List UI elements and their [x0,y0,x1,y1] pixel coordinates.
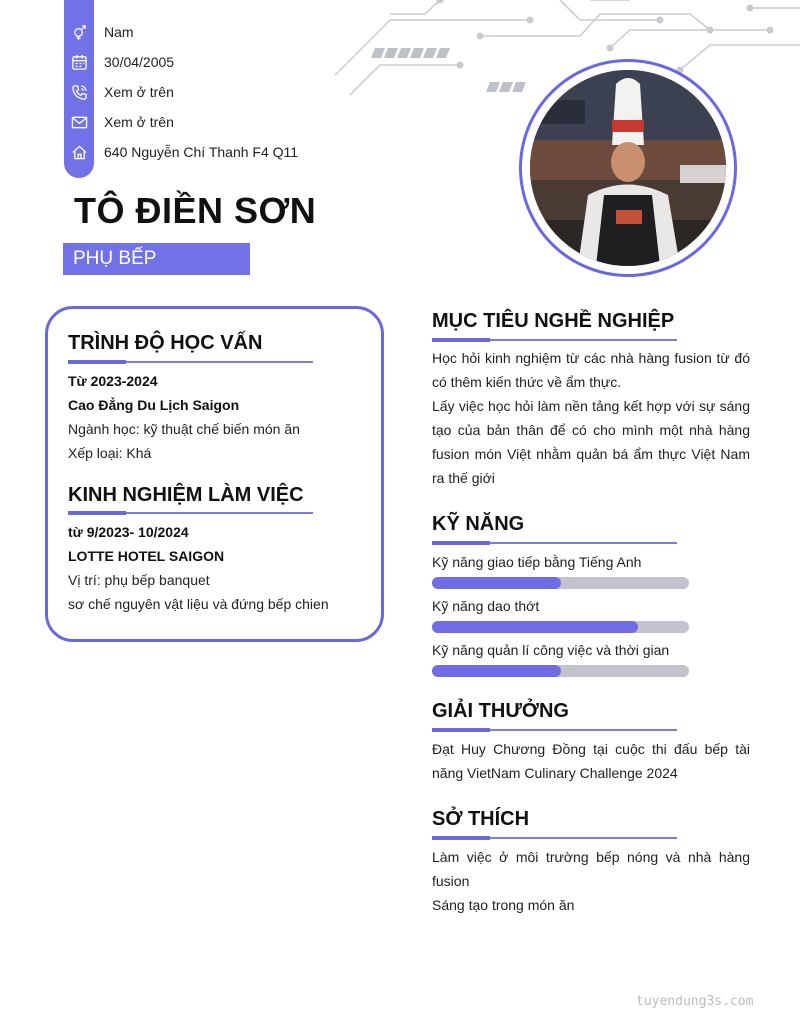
experience-title: KINH NGHIỆM LÀM VIỆC [68,484,304,506]
experience-underline [68,512,313,514]
skills-underline [432,542,677,544]
avatar [530,70,726,266]
awards-title: GIẢI THƯỞNG [432,700,569,722]
objective-paragraph-1: Học hỏi kinh nghiệm từ các nhà hàng fusion từ đó có thêm kiến thức về ẩm thực. [432,350,750,390]
skill-label: Kỹ năng giao tiếp bằng Tiếng Anh [432,554,642,570]
education-underline [68,361,313,363]
experience-position: Vị trí: phụ bếp banquet [68,572,210,588]
education-period: Từ 2023-2024 [68,373,158,389]
gender-icon [64,24,94,41]
objective-underline [432,339,677,341]
skill-bar-fill [432,577,561,589]
skill-label: Kỹ năng dao thớt [432,598,540,614]
skill-bar [432,577,689,589]
skill-label: Kỹ năng quản lí công việc và thời gian [432,642,670,658]
email-text: Xem ở trên [104,114,174,130]
skill-bar-fill [432,621,638,633]
skill-bar [432,621,689,633]
info-address [64,137,298,167]
phone-icon [64,84,94,101]
skills-title: KỸ NĂNG [432,513,525,535]
role-text: PHỤ BẾP [73,248,157,269]
education-grade: Xếp loại: Khá [68,445,152,461]
experience-description: sơ chế nguyên vật liệu và đứng bếp chien [68,596,329,612]
education-title: TRÌNH ĐỘ HỌC VẤN [68,332,263,354]
skill-bar-fill [432,665,561,677]
hobbies-underline [432,837,677,839]
address-text: 640 Nguyễn Chí Thanh F4 Q11 [104,144,299,160]
education-school: Cao Đẳng Du Lịch Saigon [68,397,240,413]
hobbies-title: SỞ THÍCH [432,808,530,830]
awards-text: Đạt Huy Chương Đồng tại cuộc thi đấu bếp tài năng VietNam Culinary Challenge 2024 [432,741,750,781]
education-major: Ngành học: kỹ thuật chế biến món ăn [68,421,300,437]
objective-paragraph-2: Lấy việc học hỏi làm nền tảng kết hợp với sự sáng tạo của bản thân để có cho mình một nhà hàng fusion món Việt nhằm quản bá ẩm thực Việt Nam ra thế giới [432,398,750,486]
hobbies-paragraph-1: Làm việc ở môi trường bếp nóng và nhà hàng fusion [432,849,750,889]
candidate-name: TÔ ĐIỀN SƠN [74,190,317,231]
phone-text: Xem ở trên [104,84,174,100]
home-icon [64,144,94,161]
calendar-icon [64,54,94,71]
hobbies-paragraph-2: Sáng tạo trong món ăn [432,897,575,913]
awards-underline [432,729,677,731]
experience-company: LOTTE HOTEL SAIGON [68,548,225,564]
experience-period: từ 9/2023- 10/2024 [68,524,189,540]
info-gender [64,17,134,47]
info-birthdate [64,47,174,77]
gender-text: Nam [104,24,134,40]
objective-title: MỤC TIÊU NGHỀ NGHIỆP [432,310,675,332]
skill-bar [432,665,689,677]
birthdate-text: 30/04/2005 [104,54,175,70]
mail-icon [64,114,94,131]
role-badge [63,243,250,275]
footer-watermark: tuyendung3s.com [636,994,754,1009]
info-phone [64,77,174,107]
info-email [64,107,174,137]
education-experience-card [45,306,384,642]
